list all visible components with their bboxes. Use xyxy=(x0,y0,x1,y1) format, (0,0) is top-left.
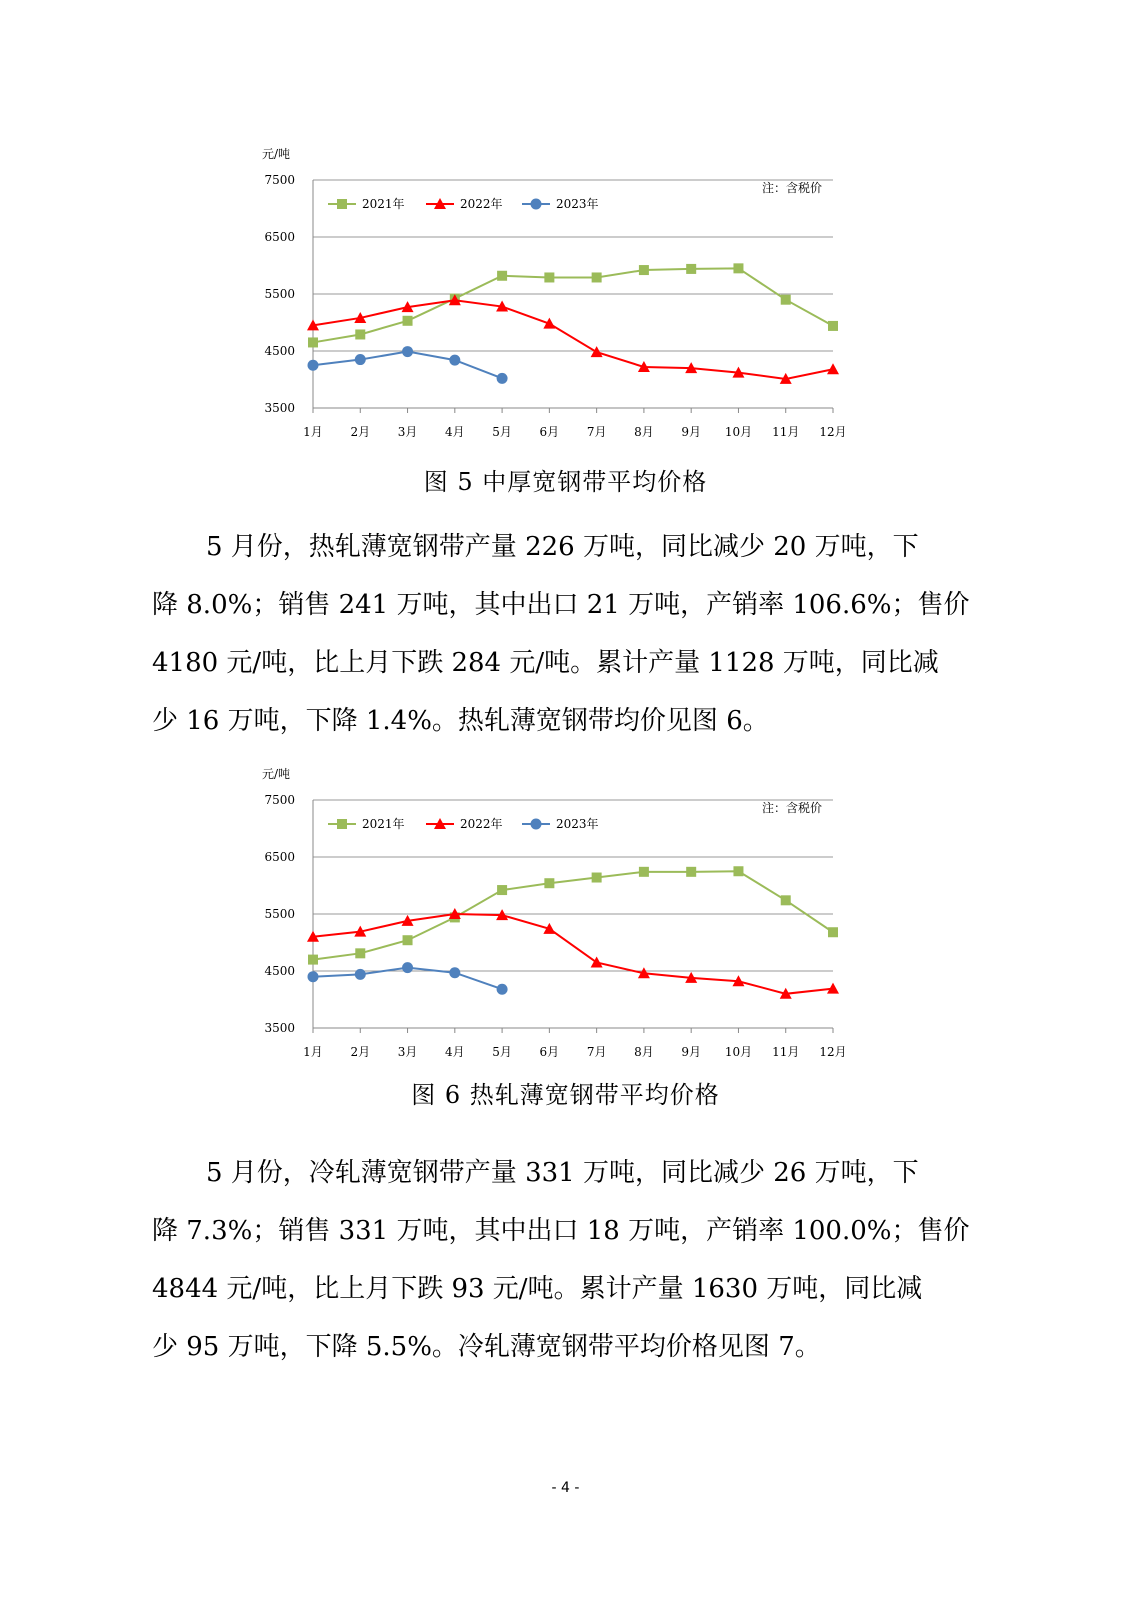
data-point-circle xyxy=(402,346,413,357)
data-point-circle xyxy=(308,971,319,982)
data-point-circle xyxy=(497,984,508,995)
data-point-square xyxy=(544,878,554,888)
x-tick-label: 5月 xyxy=(492,1045,512,1059)
y-tick-label: 7500 xyxy=(264,173,295,187)
data-point-square xyxy=(639,265,649,275)
x-tick-label: 3月 xyxy=(397,1045,418,1059)
x-tick-label: 12月 xyxy=(819,1045,847,1059)
data-point-square xyxy=(781,895,791,905)
y-unit-label: 元/吨 xyxy=(262,147,291,161)
data-point-circle xyxy=(531,199,542,210)
paragraph-line: 4844 元/吨，比上月下跌 93 元/吨。累计产量 1630 万吨，同比减 xyxy=(152,1274,923,1304)
data-point-square xyxy=(544,272,554,282)
figure-5-caption: 图 5 中厚宽钢带平均价格 xyxy=(423,468,708,496)
paragraph-hot-rolled xyxy=(152,518,972,750)
y-tick-label: 5500 xyxy=(264,287,295,301)
paragraph-line: 5 月份，冷轧薄宽钢带产量 331 万吨，同比减少 26 万吨，下 xyxy=(206,1158,919,1188)
series-triangle xyxy=(307,294,839,384)
data-point-square xyxy=(592,272,602,282)
paragraph-line: 4180 元/吨，比上月下跌 284 元/吨。累计产量 1128 万吨，同比减 xyxy=(152,648,939,678)
y-unit-label: 元/吨 xyxy=(262,767,291,781)
data-point-square xyxy=(828,321,838,331)
series-line xyxy=(313,268,833,342)
x-tick-label: 9月 xyxy=(681,1045,702,1059)
data-point-triangle xyxy=(591,956,603,967)
y-tick-label: 4500 xyxy=(264,344,295,358)
data-point-circle xyxy=(355,354,366,365)
data-point-square xyxy=(497,271,507,281)
legend-label: 2022年 xyxy=(460,197,503,211)
y-tick-label: 6500 xyxy=(264,850,295,864)
data-point-square xyxy=(733,866,743,876)
data-point-square xyxy=(828,927,838,937)
paragraph-line: 降 7.3%；销售 331 万吨，其中出口 18 万吨，产销率 100.0%；售价 xyxy=(152,1216,970,1246)
series-circle xyxy=(308,962,508,995)
series-circle xyxy=(308,346,508,384)
paragraph-line: 少 16 万吨，下降 1.4%。热轧薄宽钢带均价见图 6。 xyxy=(152,706,769,736)
series-line xyxy=(313,300,833,379)
legend-label: 2021年 xyxy=(362,817,405,831)
data-point-square xyxy=(337,199,347,209)
x-tick-label: 7月 xyxy=(586,425,607,439)
chart-note: 注：含税价 xyxy=(761,181,822,195)
paragraph-line: 降 8.0%；销售 241 万吨，其中出口 21 万吨，产销率 106.6%；售价 xyxy=(152,590,970,620)
data-point-square xyxy=(781,295,791,305)
data-point-circle xyxy=(402,962,413,973)
figure-6-svg xyxy=(250,760,870,1070)
figure-5-chart xyxy=(250,140,870,450)
legend-label: 2021年 xyxy=(362,197,405,211)
x-tick-label: 12月 xyxy=(819,425,847,439)
data-point-square xyxy=(355,948,365,958)
series-line xyxy=(313,914,833,994)
page-number: - 4 - xyxy=(551,1480,580,1496)
series-triangle xyxy=(307,908,839,999)
x-tick-label: 1月 xyxy=(303,1045,323,1059)
data-point-circle xyxy=(449,355,460,366)
y-tick-label: 3500 xyxy=(264,401,295,415)
data-point-circle xyxy=(449,967,460,978)
legend-label: 2023年 xyxy=(556,817,599,831)
x-tick-label: 8月 xyxy=(634,1045,654,1059)
series-square xyxy=(308,866,838,964)
figure-6-caption: 图 6 热轧薄宽钢带平均价格 xyxy=(411,1081,720,1109)
x-tick-label: 10月 xyxy=(724,1045,753,1059)
x-tick-label: 2月 xyxy=(350,425,371,439)
chart-note: 注：含税价 xyxy=(761,801,822,815)
x-tick-label: 6月 xyxy=(539,425,560,439)
figure-6-chart xyxy=(250,760,870,1070)
x-tick-label: 1月 xyxy=(303,425,323,439)
data-point-square xyxy=(355,329,365,339)
x-tick-label: 3月 xyxy=(397,425,418,439)
x-tick-label: 6月 xyxy=(539,1045,560,1059)
y-tick-label: 3500 xyxy=(264,1021,295,1035)
x-tick-label: 11月 xyxy=(772,425,800,439)
y-tick-label: 6500 xyxy=(264,230,295,244)
data-point-square xyxy=(308,337,318,347)
data-point-circle xyxy=(308,360,319,371)
y-tick-label: 7500 xyxy=(264,793,295,807)
data-point-square xyxy=(639,867,649,877)
data-point-circle xyxy=(497,373,508,384)
data-point-square xyxy=(337,819,347,829)
series-square xyxy=(308,263,838,347)
y-tick-label: 4500 xyxy=(264,964,295,978)
legend-label: 2023年 xyxy=(556,197,599,211)
x-tick-label: 8月 xyxy=(634,425,654,439)
data-point-triangle xyxy=(591,346,603,357)
paragraph-line: 5 月份，热轧薄宽钢带产量 226 万吨，同比减少 20 万吨，下 xyxy=(206,532,919,562)
data-point-triangle xyxy=(827,363,839,374)
x-tick-label: 10月 xyxy=(724,425,753,439)
x-tick-label: 4月 xyxy=(444,425,465,439)
x-tick-label: 11月 xyxy=(772,1045,800,1059)
data-point-square xyxy=(592,873,602,883)
data-point-square xyxy=(497,885,507,895)
data-point-circle xyxy=(531,819,542,830)
data-point-square xyxy=(403,935,413,945)
data-point-square xyxy=(686,867,696,877)
paragraph-cold-rolled xyxy=(152,1144,972,1376)
x-tick-label: 7月 xyxy=(586,1045,607,1059)
x-tick-label: 5月 xyxy=(492,425,512,439)
x-tick-label: 9月 xyxy=(681,425,702,439)
data-point-square xyxy=(686,264,696,274)
data-point-square xyxy=(403,316,413,326)
paragraph-line: 少 95 万吨，下降 5.5%。冷轧薄宽钢带平均价格见图 7。 xyxy=(152,1332,821,1362)
x-tick-label: 2月 xyxy=(350,1045,371,1059)
y-tick-label: 5500 xyxy=(264,907,295,921)
data-point-square xyxy=(733,263,743,273)
data-point-square xyxy=(308,955,318,965)
x-tick-label: 4月 xyxy=(444,1045,465,1059)
figure-5-svg xyxy=(250,140,870,450)
data-point-circle xyxy=(355,969,366,980)
legend-label: 2022年 xyxy=(460,817,503,831)
